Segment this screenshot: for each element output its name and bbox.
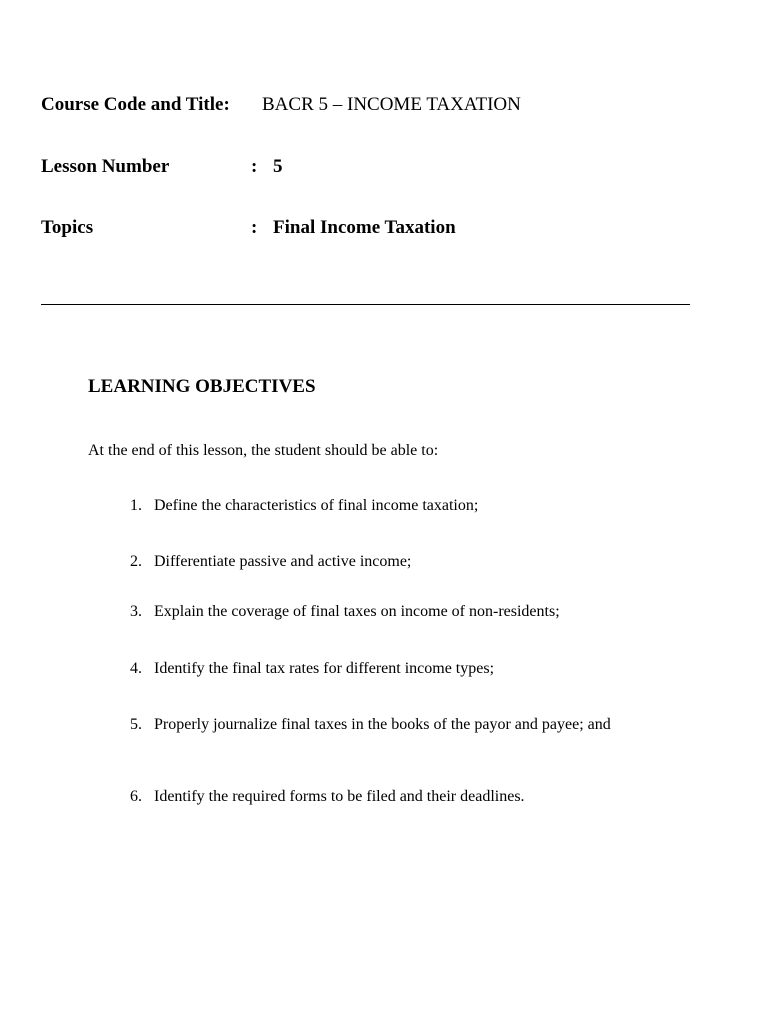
lesson-value: 5 bbox=[273, 156, 283, 177]
list-item-text: Differentiate passive and active income; bbox=[154, 553, 412, 570]
list-item-number: 4. bbox=[130, 660, 142, 677]
objectives-intro: At the end of this lesson, the student should be able to: bbox=[88, 442, 439, 459]
list-item bbox=[130, 601, 690, 623]
list-item-text: Identify the final tax rates for different income types; bbox=[154, 660, 495, 677]
lesson-label: Lesson Number bbox=[41, 156, 170, 177]
course-label: Course Code and Title: bbox=[41, 94, 230, 115]
topics-colon: : bbox=[251, 217, 258, 238]
header-divider bbox=[41, 304, 690, 305]
course-value: BACR 5 – INCOME TAXATION bbox=[262, 94, 521, 115]
topics-row bbox=[41, 216, 456, 240]
list-item-number: 5. bbox=[130, 716, 142, 733]
list-item bbox=[130, 658, 690, 680]
list-item bbox=[130, 551, 690, 573]
list-item-text: Explain the coverage of final taxes on income of non-residents; bbox=[154, 603, 560, 620]
topics-value: Final Income Taxation bbox=[273, 217, 456, 238]
list-item-text: Properly journalize final taxes in the books of the payor and payee; and bbox=[154, 716, 611, 733]
learning-objectives-heading: LEARNING OBJECTIVES bbox=[88, 376, 316, 397]
lesson-colon: : bbox=[251, 156, 258, 177]
list-item bbox=[130, 786, 690, 808]
topics-label: Topics bbox=[41, 217, 94, 238]
list-item-text: Identify the required forms to be filed and their deadlines. bbox=[154, 788, 525, 805]
list-item-number: 6. bbox=[130, 788, 142, 805]
list-item bbox=[130, 714, 690, 736]
list-item bbox=[130, 495, 690, 517]
list-item-number: 1. bbox=[130, 497, 142, 514]
list-item-text: Define the characteristics of final income taxation; bbox=[154, 497, 479, 514]
list-item-number: 2. bbox=[130, 553, 142, 570]
lesson-row bbox=[41, 155, 283, 179]
course-row bbox=[41, 93, 521, 117]
list-item-number: 3. bbox=[130, 603, 142, 620]
